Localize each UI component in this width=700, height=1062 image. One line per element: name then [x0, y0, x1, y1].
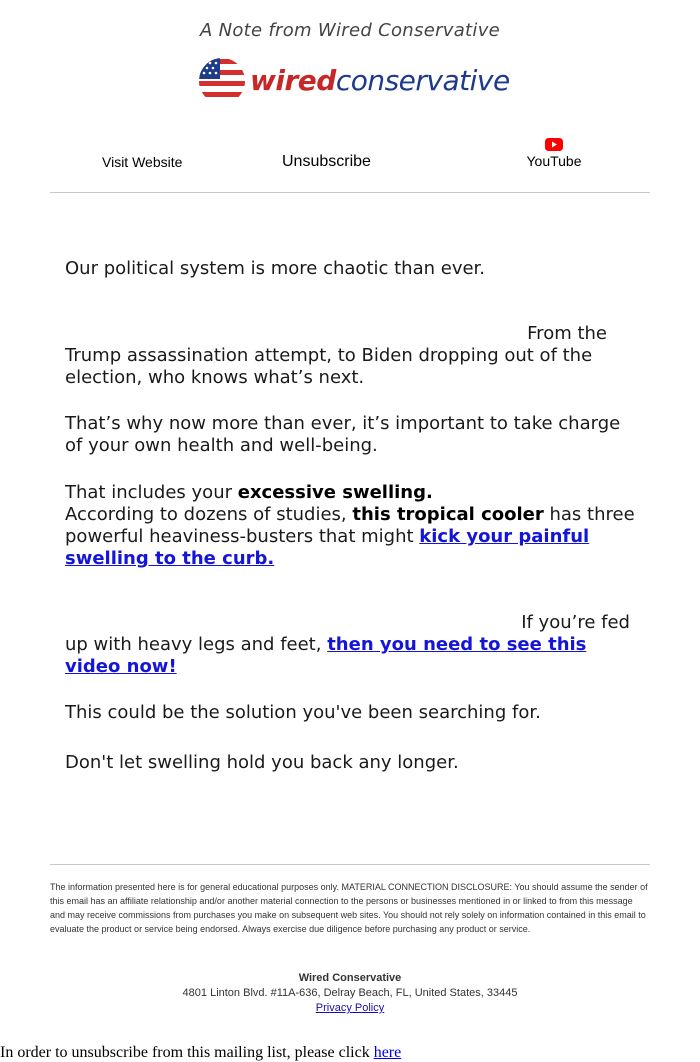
paragraph-video	[65, 612, 635, 678]
bold-tropical-cooler: this tropical cooler	[352, 504, 544, 525]
paragraph-lead-text: From the	[527, 323, 607, 344]
paragraph-solution: This could be the solution you've been searching for.	[65, 702, 541, 723]
footer-divider	[50, 864, 650, 865]
flag-globe-icon	[198, 57, 246, 105]
logo-conservative-text: conservative	[335, 64, 510, 97]
material-disclosure: The information presented here is for general educational purposes only. MATERIAL CONNECTION DISCLOSURE: You should assume the sender of this email has an affiliate relationship and/or another material connection to the persons or businesses mentioned in or linked to from this message and may receive commissions from purchases you make on subsequent web sites. You should not rely solely on information contained in this email to evaluate the product or service being endorsed. Always exercise due diligence before purchasing any product or service.	[50, 882, 648, 934]
footer	[0, 971, 700, 1016]
brand-logo[interactable]	[198, 57, 510, 105]
youtube-link[interactable]	[526, 136, 582, 169]
body-paragraph-1	[65, 258, 635, 280]
paragraph-rest-text: Trump assassination attempt, to Biden dropping out of the election, who knows what’s next.	[65, 345, 593, 388]
body-paragraph-5	[65, 612, 635, 678]
body-paragraph-4	[65, 482, 635, 570]
paragraph-lead-text: If you’re fed	[521, 612, 630, 633]
unsubscribe-link[interactable]: Unsubscribe	[282, 153, 371, 170]
header-divider	[50, 192, 650, 193]
unsubscribe-here-link[interactable]: here	[373, 1044, 402, 1061]
video-link[interactable]: then you need to see this video now!	[65, 634, 587, 677]
body-paragraph-6	[65, 702, 635, 724]
unsubscribe-notice	[0, 1044, 401, 1062]
body-paragraph-2	[65, 323, 635, 389]
logo-wired-text: wired	[250, 64, 336, 97]
footer-address: 4801 Linton Blvd. #11A-636, Delray Beach, FL, United States, 33445	[182, 987, 518, 999]
body-paragraph-7	[65, 752, 635, 774]
text-segment: up with heavy legs and feet,	[65, 634, 328, 655]
paragraph-political-chaos: Our political system is more chaotic than ever.	[65, 258, 486, 279]
text-segment: has three powerful heaviness-busters that might	[65, 504, 635, 547]
logo-wordmark	[250, 57, 510, 105]
paragraph-health: That’s why now more than ever, it’s important to take charge of your own health and well-being.	[65, 413, 621, 456]
paragraph-assassination	[65, 323, 635, 389]
text-segment: That includes your	[65, 482, 238, 503]
paragraph-swelling	[65, 482, 635, 570]
youtube-icon	[545, 138, 563, 151]
text-segment: According to dozens of studies,	[65, 504, 353, 525]
bold-excessive-swelling: excessive swelling.	[237, 482, 433, 503]
footer-company: Wired Conservative	[298, 972, 402, 984]
privacy-policy-link[interactable]: Privacy Policy	[315, 1002, 385, 1014]
header-nav	[50, 136, 650, 180]
unsubscribe-text: In order to unsubscribe from this mailing list, please click	[0, 1044, 374, 1061]
body-paragraph-3	[65, 413, 635, 457]
youtube-label: YouTube	[526, 153, 582, 169]
email-tagline: A Note from Wired Conservative	[199, 20, 501, 41]
visit-website-link[interactable]: Visit Website	[102, 154, 183, 170]
swelling-offer-link[interactable]: kick your painful swelling to the curb.	[65, 526, 590, 569]
paragraph-hold-back: Don't let swelling hold you back any longer.	[65, 752, 459, 773]
